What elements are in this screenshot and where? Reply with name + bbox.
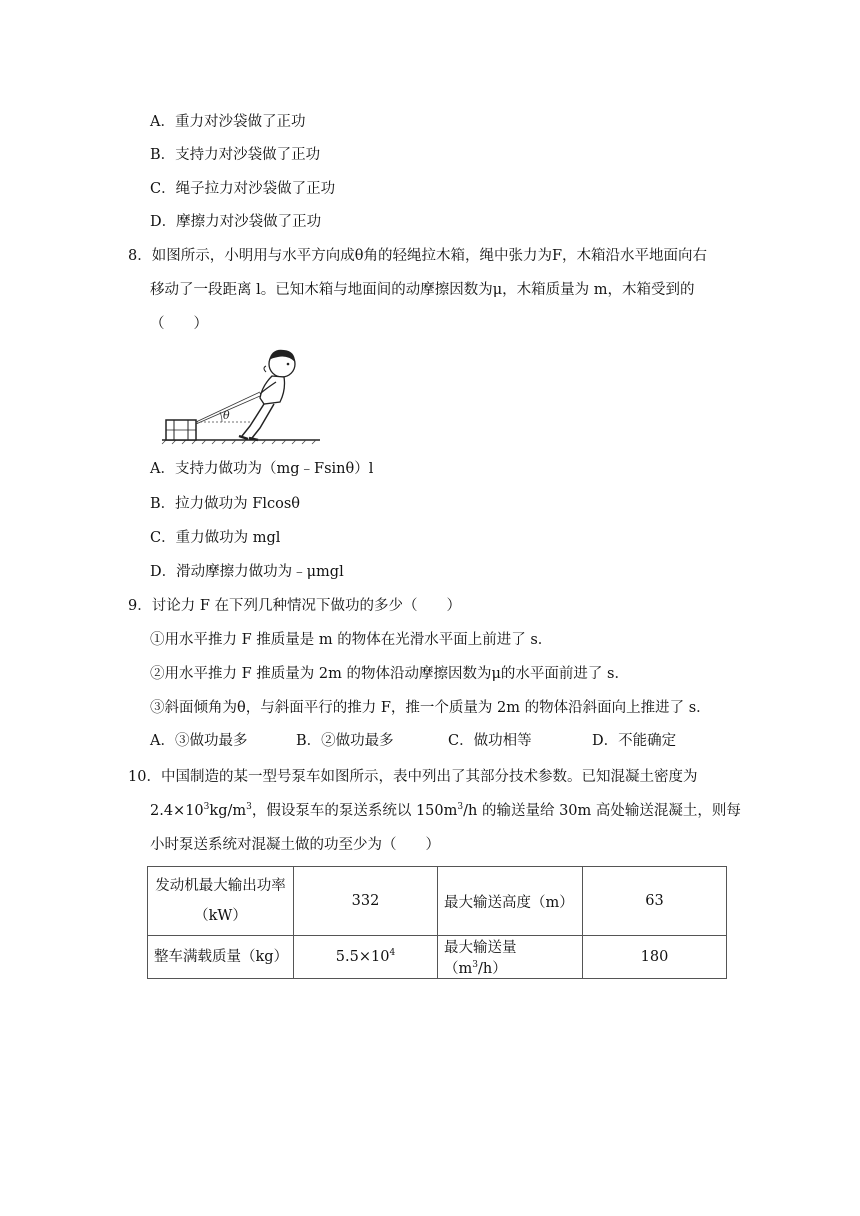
pump-truck-spec-table (147, 866, 727, 979)
q9-case-3: ③斜面倾角为θ，与斜面平行的推力 F，推一个质量为 2m 的物体沿斜面向上推进了 s． (150, 700, 711, 716)
q10-stem-line1: 10．中国制造的某一型号泵车如图所示，表中列出了其部分技术参数。已知混凝土密度为 (128, 769, 698, 785)
q7-option-b: B．支持力对沙袋做了正功 (150, 147, 321, 163)
q10-stem-line2: $2.4\times 10^3kg/m^3$，假设泵车的泵送系统以 $150m^3/h$ 的输送量给 30m 高处输送混凝土，则每 (150, 802, 741, 819)
q8-option-c: C．重力做功为 mgl (150, 530, 281, 546)
q8-option-a: A．支持力做功为（mg﹣Fsinθ）l (150, 461, 374, 477)
q9-option-b: B．②做功最多 (296, 733, 394, 749)
table-cell: 最大输送高度（m） (438, 867, 583, 936)
boy-pulling-box-figure (160, 346, 360, 446)
table-cell: 发动机最大输出功率（kW） (148, 867, 294, 936)
q10-stem-line3: 小时泵送系统对混凝土做的功至少为（ ） (150, 837, 440, 853)
table-cell: 整车满载质量（kg） (148, 936, 294, 979)
table-cell: 180 (583, 936, 727, 979)
table-cell: 63 (583, 867, 727, 936)
q9-stem: 9．讨论力 F 在下列几种情况下做功的多少（ ） (128, 598, 462, 614)
q8-stem-line1: 8．如图所示，小明用与水平方向成θ角的轻绳拉木箱，绳中张力为F，木箱沿水平地面向右 (128, 248, 708, 264)
q7-option-c: C．绳子拉力对沙袋做了正功 (150, 181, 336, 197)
q8-stem-line3: （ ） (150, 316, 208, 332)
q9-option-a: A．③做功最多 (150, 733, 248, 749)
angle-label: θ (223, 409, 230, 422)
table-cell: 332 (294, 867, 438, 936)
q7-option-a: A．重力对沙袋做了正功 (150, 114, 306, 130)
q9-option-c: C．做功相等 (448, 733, 532, 749)
q8-option-b: B．拉力做功为 Flcosθ (150, 496, 300, 512)
q8-option-d: D．滑动摩擦力做功为﹣μmgl (150, 564, 344, 580)
table-cell: $5.5\times 10^4$ (294, 936, 438, 979)
q9-option-d: D．不能确定 (592, 733, 677, 749)
q7-option-d: D．摩擦力对沙袋做了正功 (150, 214, 322, 230)
table-row (148, 867, 727, 936)
q8-stem-line2: 移动了一段距离 l。已知木箱与地面间的动摩擦因数为μ，木箱质量为 m，木箱受到的 (150, 282, 695, 298)
table-cell: 最大输送量$(m^3/h)$ (438, 936, 583, 979)
q9-case-2: ②用水平推力 F 推质量为 2m 的物体沿动摩擦因数为μ的水平面前进了 s． (150, 666, 629, 682)
q9-case-1: ①用水平推力 F 推质量是 m 的物体在光滑水平面上前进了 s． (150, 632, 553, 648)
table-row (148, 936, 727, 979)
